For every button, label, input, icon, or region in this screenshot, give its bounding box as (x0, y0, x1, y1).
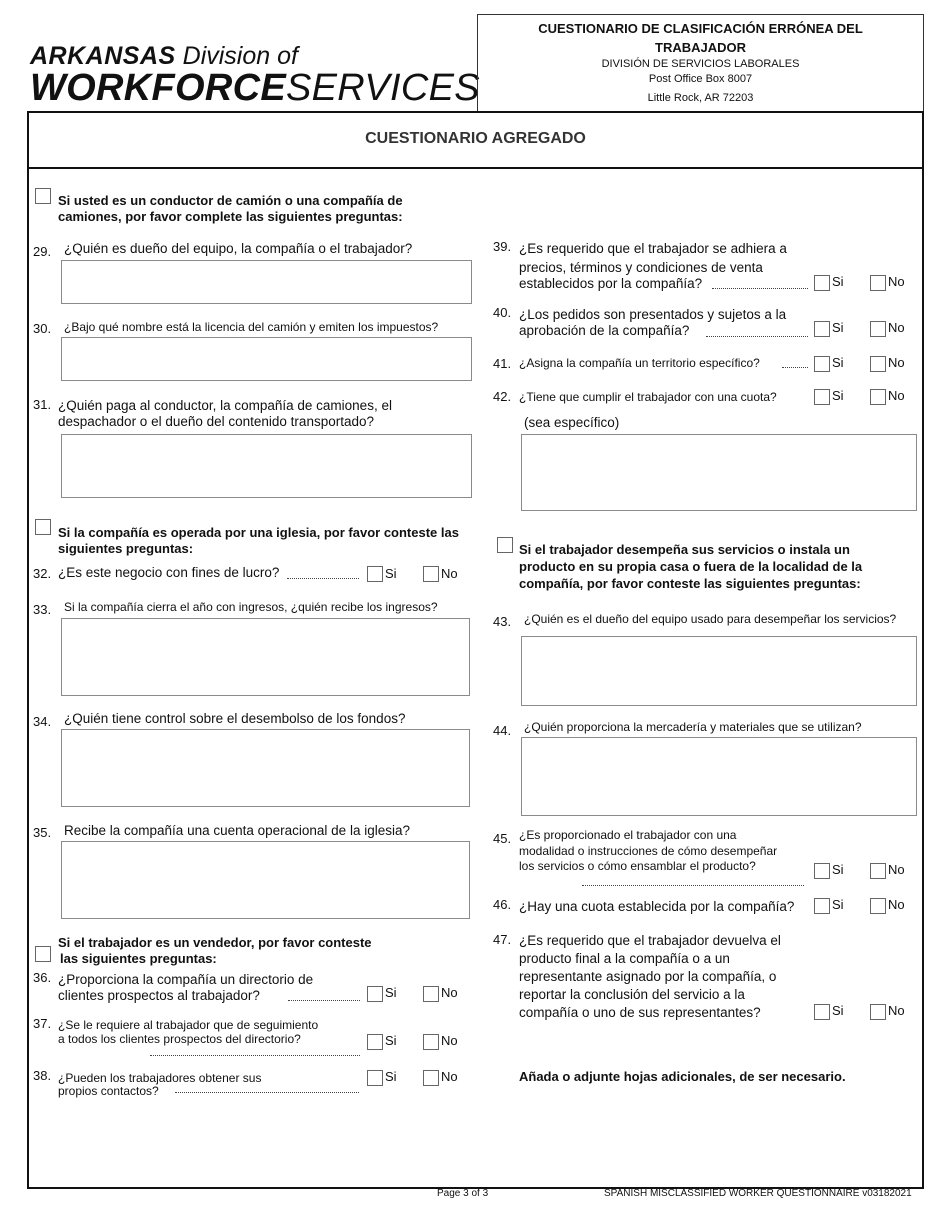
additional-sheets-note: Añada o adjunte hojas adicionales, de ser necesario. (519, 1069, 846, 1084)
city-address: Little Rock, AR 72203 (647, 92, 754, 104)
q41-yes-checkbox[interactable] (814, 356, 830, 372)
q41-number: 41. (493, 356, 512, 371)
section-title: CUESTIONARIO AGREGADO (27, 111, 924, 169)
home-section-line2: producto en su propia casa o fuera de la localidad de la (519, 559, 863, 574)
q34-text: ¿Quién tiene control sobre el desembolso de los fondos? (64, 711, 406, 726)
form-title-line2: TRABAJADOR (655, 40, 746, 55)
logo-workforce: WORKFORCE (30, 67, 287, 109)
q47-no-label: No (888, 1003, 905, 1018)
q37-text-line1: ¿Se le requiere al trabajador que de seguimiento (58, 1018, 319, 1032)
q34-answer-field[interactable] (61, 729, 470, 807)
q40-yes-label: Si (832, 320, 844, 335)
q42-specify-note: (sea específico) (524, 415, 620, 430)
q34-number: 34. (33, 714, 52, 729)
q40-yes-checkbox[interactable] (814, 321, 830, 337)
q44-text: ¿Quién proporciona la mercadería y materiales que se utilizan? (524, 720, 862, 734)
q43-text: ¿Quién es el dueño del equipo usado para desempeñar los servicios? (524, 612, 897, 626)
logo-arkansas: ARKANSAS (30, 42, 176, 70)
q32-yes-label: Si (385, 566, 397, 581)
q38-leader-dots (175, 1092, 359, 1093)
q38-yes-checkbox[interactable] (367, 1070, 383, 1086)
q43-answer-field[interactable] (521, 636, 917, 706)
q45-text-line2: modalidad o instrucciones de cómo desempeñar (519, 844, 778, 858)
home-section-line3: compañía, por favor conteste las siguientes preguntas: (519, 576, 861, 591)
q47-text-line3: representante asignado por la compañía, o (519, 969, 777, 984)
q42-number: 42. (493, 389, 512, 404)
q30-text: ¿Bajo qué nombre está la licencia del camión y emiten los impuestos? (64, 320, 439, 334)
q32-text: ¿Es este negocio con fines de lucro? (58, 565, 280, 580)
q38-no-checkbox[interactable] (423, 1070, 439, 1086)
q45-text-line1: ¿Es proporcionado el trabajador con una (519, 828, 737, 842)
q35-number: 35. (33, 825, 52, 840)
q38-text-line2: propios contactos? (58, 1084, 159, 1098)
q40-text-line1: ¿Los pedidos son presentados y sujetos a la (519, 307, 787, 322)
q37-leader-dots (150, 1055, 360, 1056)
q41-leader-dots (782, 367, 808, 368)
form-title-line1: CUESTIONARIO DE CLASIFICACIÓN ERRÓNEA DEL (538, 21, 863, 36)
sales-section-line2: las siguientes preguntas: (60, 951, 217, 966)
q41-no-checkbox[interactable] (870, 356, 886, 372)
q41-no-label: No (888, 355, 905, 370)
q45-text-line3: los servicios o cómo ensamblar el producto? (519, 859, 756, 873)
q38-yes-label: Si (385, 1069, 397, 1084)
q38-no-label: No (441, 1069, 458, 1084)
q29-answer-field[interactable] (61, 260, 472, 304)
division-name: DIVISIÓN DE SERVICIOS LABORALES (601, 58, 800, 70)
q47-text-line5: compañía o uno de sus representantes? (519, 1005, 761, 1020)
q39-no-label: No (888, 274, 905, 289)
q45-yes-label: Si (832, 862, 844, 877)
truck-section-line2: camiones, por favor complete las siguientes preguntas: (58, 209, 403, 224)
q32-no-checkbox[interactable] (423, 566, 439, 582)
q46-no-label: No (888, 897, 905, 912)
q31-text-line2: despachador o el dueño del contenido transportado? (58, 414, 374, 429)
q37-no-label: No (441, 1033, 458, 1048)
truck-section-line1: Si usted es un conductor de camión o una compañía de (58, 193, 403, 208)
church-section-checkbox[interactable] (35, 519, 51, 535)
q46-number: 46. (493, 897, 512, 912)
q36-yes-checkbox[interactable] (367, 986, 383, 1002)
q39-text-line3: establecidos por la compañía? (519, 276, 703, 291)
q42-yes-checkbox[interactable] (814, 389, 830, 405)
q45-number: 45. (493, 831, 512, 846)
q46-yes-label: Si (832, 897, 844, 912)
q42-no-label: No (888, 388, 905, 403)
q42-answer-field[interactable] (521, 434, 917, 511)
q41-yes-label: Si (832, 355, 844, 370)
q45-yes-checkbox[interactable] (814, 863, 830, 879)
q37-text-line2: a todos los clientes prospectos del directorio? (58, 1032, 301, 1046)
truck-section-checkbox[interactable] (35, 188, 51, 204)
q46-text: ¿Hay una cuota establecida por la compañía? (519, 899, 795, 914)
q29-text: ¿Quién es dueño del equipo, la compañía o el trabajador? (64, 241, 413, 256)
q30-number: 30. (33, 321, 52, 336)
form-version-id: SPANISH MISCLASSIFIED WORKER QUESTIONNAIRE v03182021 (604, 1188, 912, 1199)
q37-no-checkbox[interactable] (423, 1034, 439, 1050)
q37-yes-checkbox[interactable] (367, 1034, 383, 1050)
q47-no-checkbox[interactable] (870, 1004, 886, 1020)
q33-answer-field[interactable] (61, 618, 470, 696)
q44-number: 44. (493, 723, 512, 738)
q47-text-line1: ¿Es requerido que el trabajador devuelva el (519, 933, 781, 948)
q37-yes-label: Si (385, 1033, 397, 1048)
po-box: Post Office Box 8007 (648, 73, 753, 85)
q40-leader-dots (706, 336, 808, 337)
q42-yes-label: Si (832, 388, 844, 403)
q47-text-line2: producto final a la compañía o a un (519, 951, 730, 966)
logo-services: SERVICES (286, 67, 480, 109)
q45-no-label: No (888, 862, 905, 877)
q47-yes-checkbox[interactable] (814, 1004, 830, 1020)
q42-text: ¿Tiene que cumplir el trabajador con una cuota? (519, 390, 777, 404)
sales-section-line1: Si el trabajador es un vendedor, por favor conteste (58, 935, 372, 950)
q39-yes-checkbox[interactable] (814, 275, 830, 291)
q44-answer-field[interactable] (521, 737, 917, 816)
q33-number: 33. (33, 602, 52, 617)
q40-no-checkbox[interactable] (870, 321, 886, 337)
q32-no-label: No (441, 566, 458, 581)
logo-division-of: Division of (182, 42, 298, 70)
q40-no-label: No (888, 320, 905, 335)
q32-yes-checkbox[interactable] (367, 566, 383, 582)
q36-leader-dots (288, 1000, 360, 1001)
q32-number: 32. (33, 566, 52, 581)
q35-answer-field[interactable] (61, 841, 470, 919)
q41-text: ¿Asigna la compañía un territorio específico? (519, 356, 760, 370)
q36-no-label: No (441, 985, 458, 1000)
q38-number: 38. (33, 1068, 52, 1083)
q39-text-line2: precios, términos y condiciones de venta (519, 260, 763, 275)
q39-leader-dots (712, 288, 808, 289)
q39-yes-label: Si (832, 274, 844, 289)
q30-answer-field[interactable] (61, 337, 472, 381)
church-section-line1: Si la compañía es operada por una iglesia, por favor conteste las (58, 525, 459, 540)
agency-logo (30, 42, 480, 109)
q35-text: Recibe la compañía una cuenta operacional de la iglesia? (64, 823, 410, 838)
form-title-box (477, 14, 924, 112)
q45-no-checkbox[interactable] (870, 863, 886, 879)
q47-text-line4: reportar la conclusión del servicio a la (519, 987, 745, 1002)
q32-leader-dots (287, 578, 359, 579)
q37-number: 37. (33, 1016, 52, 1031)
q46-no-checkbox[interactable] (870, 898, 886, 914)
q36-text-line1: ¿Proporciona la compañía un directorio de (58, 972, 314, 987)
q36-yes-label: Si (385, 985, 397, 1000)
q39-no-checkbox[interactable] (870, 275, 886, 291)
q39-text-line1: ¿Es requerido que el trabajador se adhiera a (519, 241, 787, 256)
church-section-line2: siguientes preguntas: (58, 541, 194, 556)
q42-no-checkbox[interactable] (870, 389, 886, 405)
q31-text-line1: ¿Quién paga al conductor, la compañía de camiones, el (58, 398, 392, 413)
home-section-line1: Si el trabajador desempeña sus servicios o instala un (519, 542, 850, 557)
q36-text-line2: clientes prospectos al trabajador? (58, 988, 260, 1003)
q31-number: 31. (33, 397, 52, 412)
q47-yes-label: Si (832, 1003, 844, 1018)
sales-section-checkbox[interactable] (35, 946, 51, 962)
q43-number: 43. (493, 614, 512, 629)
q46-yes-checkbox[interactable] (814, 898, 830, 914)
q29-number: 29. (33, 244, 52, 259)
q36-no-checkbox[interactable] (423, 986, 439, 1002)
q36-number: 36. (33, 970, 52, 985)
q38-text-line1: ¿Pueden los trabajadores obtener sus (58, 1071, 262, 1085)
q40-text-line2: aprobación de la compañía? (519, 323, 690, 338)
q40-number: 40. (493, 305, 512, 320)
q31-answer-field[interactable] (61, 434, 472, 498)
q47-number: 47. (493, 932, 512, 947)
q39-number: 39. (493, 239, 512, 254)
home-section-checkbox[interactable] (497, 537, 513, 553)
q45-leader-dots (582, 885, 804, 886)
q33-text: Si la compañía cierra el año con ingresos, ¿quién recibe los ingresos? (64, 600, 438, 614)
page-number: Page 3 of 3 (437, 1188, 489, 1199)
